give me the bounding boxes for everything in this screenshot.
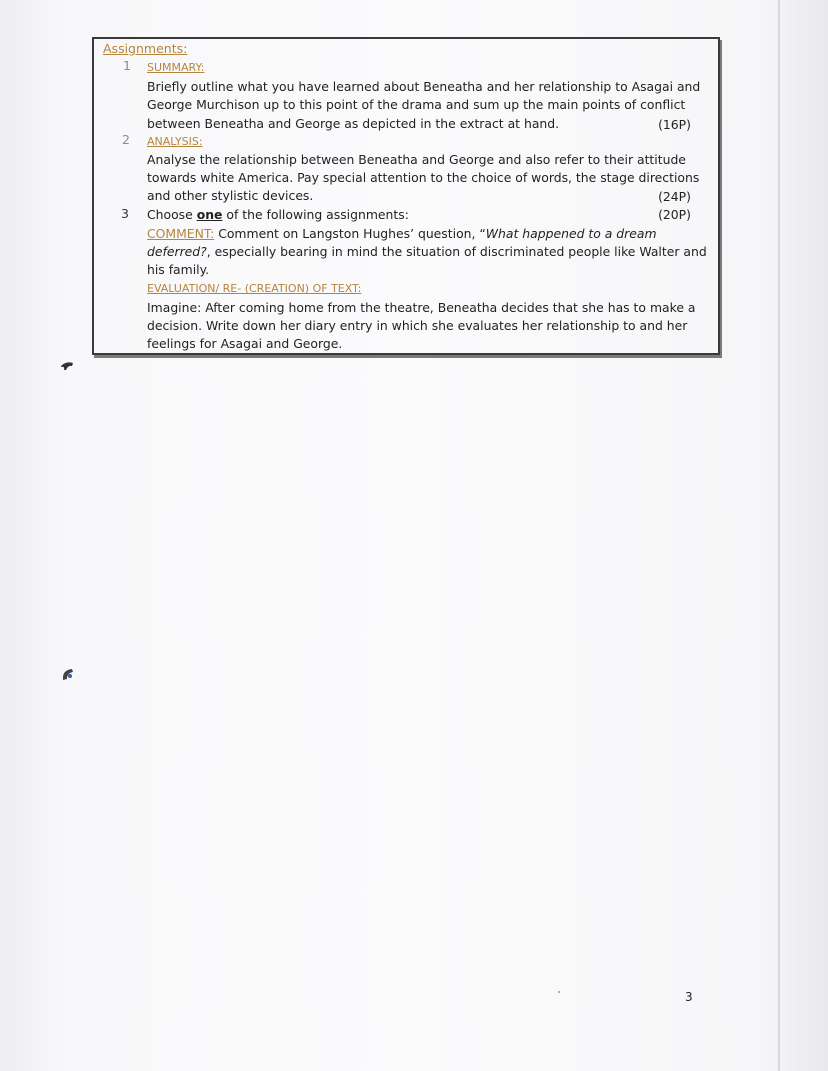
evaluation-line: decision. Write down her diary entry in which she evaluates her relationship to and her — [147, 318, 688, 333]
assignments-heading: Assignments: — [103, 41, 188, 56]
task-2-number: 2 — [122, 132, 130, 147]
task-1-line: between Beneatha and George as depicted in the extract at hand. — [147, 116, 560, 131]
task-2-points: (24P) — [658, 189, 691, 204]
comment-line — [147, 226, 657, 242]
task-1-number: 1 — [123, 58, 131, 73]
task-1-line: Briefly outline what you have learned about Beneatha and her relationship to Asagai and — [147, 79, 701, 94]
choose-emphasis: one — [196, 207, 223, 222]
speck — [558, 991, 560, 993]
task-2-label: ANALYSIS: — [147, 135, 203, 148]
task-3-number: 3 — [121, 206, 129, 221]
evaluation-line: Imagine: After coming home from the theatre, Beneatha decides that she has to make a — [147, 300, 696, 315]
task-1-label: SUMMARY: — [147, 61, 205, 74]
punch-mark-icon — [60, 666, 78, 684]
task-2-line: towards white America. Pay special attention to the choice of words, the stage directions — [147, 170, 700, 185]
page-number: 3 — [685, 990, 693, 1004]
comment-line — [147, 244, 707, 260]
choose-text: Choose — [147, 207, 197, 222]
comment-italic: What happened to a dream — [485, 226, 657, 241]
punch-mark-icon — [60, 360, 76, 372]
task-1-line: George Murchison up to this point of the drama and sum up the main points of conflict — [147, 97, 686, 112]
task-2-line: Analyse the relationship between Beneatha and George and also refer to their attitude — [147, 152, 686, 167]
page-edge — [778, 0, 780, 1071]
comment-text-2: , especially bearing in mind the situation of discriminated people like Walter and — [206, 244, 707, 259]
comment-label: COMMENT: — [147, 226, 215, 241]
choose-text-end: of the following assignments: — [222, 207, 409, 222]
evaluation-label: EVALUATION/ RE- (CREATION) OF TEXT: — [147, 282, 362, 295]
comment-line: his family. — [147, 262, 210, 277]
task-3-points: (20P) — [658, 207, 691, 222]
task-3-choose-line — [147, 207, 409, 223]
task-1-points: (16P) — [658, 117, 691, 132]
comment-italic-2: deferred? — [147, 244, 207, 259]
evaluation-line: feelings for Asagai and George. — [147, 336, 343, 351]
comment-text: Comment on Langston Hughes’ question, “ — [214, 226, 486, 241]
task-2-line: and other stylistic devices. — [147, 188, 314, 203]
